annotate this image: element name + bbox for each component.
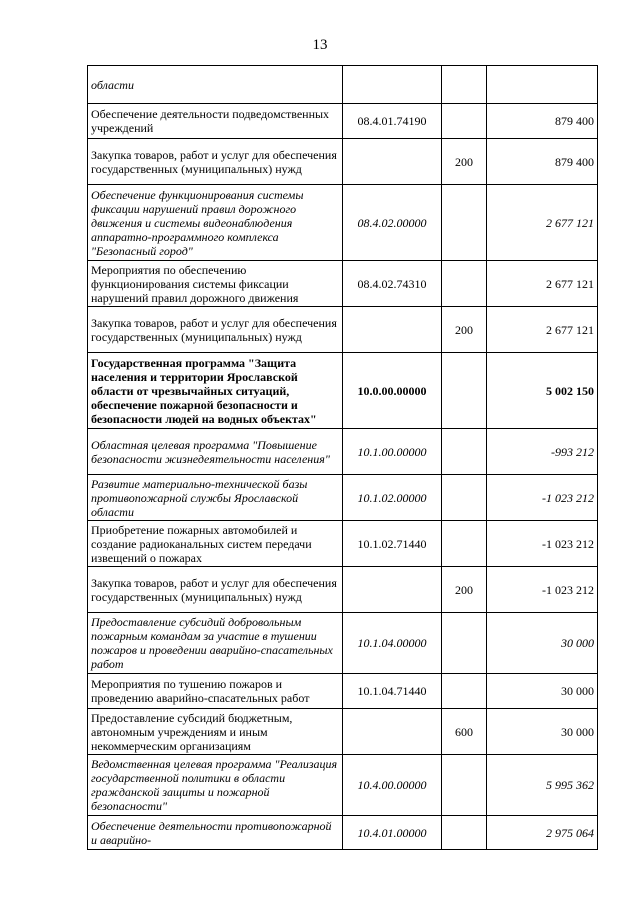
row-name-cell: Закупка товаров, работ и услуг для обеспечения государственных (муниципальных) нужд	[88, 307, 343, 353]
row-sum-cell: 879 400	[487, 139, 598, 185]
row-name-cell: Развитие материально-технической базы противопожарной службы Ярославской области	[88, 475, 343, 521]
row-name-cell: Закупка товаров, работ и услуг для обеспечения государственных (муниципальных) нужд	[88, 567, 343, 613]
row-code-cell: 10.1.04.00000	[343, 613, 442, 674]
row-expense-type-cell	[442, 674, 487, 709]
row-expense-type-cell	[442, 475, 487, 521]
row-sum-cell: 2 677 121	[487, 185, 598, 261]
row-expense-type-cell: 200	[442, 307, 487, 353]
row-sum-cell: -1 023 212	[487, 567, 598, 613]
row-name-cell: Мероприятия по тушению пожаров и проведению аварийно-спасательных работ	[88, 674, 343, 709]
table-row	[88, 307, 598, 353]
row-sum-cell: 2 677 121	[487, 307, 598, 353]
row-expense-type-cell	[442, 353, 487, 429]
row-code-cell	[343, 567, 442, 613]
row-expense-type-cell	[442, 521, 487, 567]
row-expense-type-cell: 200	[442, 139, 487, 185]
row-name-cell: Предоставление субсидий бюджетным, автономным учреждениям и иным некоммерческим организациям	[88, 709, 343, 755]
row-sum-cell: 5 995 362	[487, 755, 598, 816]
table-row	[88, 521, 598, 567]
row-expense-type-cell	[442, 104, 487, 139]
row-name-cell: Обеспечение функционирования системы фиксации нарушений правил дорожного движения и системы видеонаблюдения аппаратно-программного комплекса "Безопасный город"	[88, 185, 343, 261]
row-code-cell	[343, 307, 442, 353]
table-row	[88, 353, 598, 429]
row-code-cell: 10.1.02.71440	[343, 521, 442, 567]
row-expense-type-cell	[442, 816, 487, 850]
row-name-cell: Областная целевая программа "Повышение безопасности жизнедеятельности населения"	[88, 429, 343, 475]
row-name-cell: Обеспечение деятельности подведомственных учреждений	[88, 104, 343, 139]
table-row	[88, 139, 598, 185]
row-name-cell: Закупка товаров, работ и услуг для обеспечения государственных (муниципальных) нужд	[88, 139, 343, 185]
row-expense-type-cell	[442, 613, 487, 674]
row-name-cell: Предоставление субсидий добровольным пожарным командам за участие в тушении пожаров и проведении аварийно-спасательных работ	[88, 613, 343, 674]
row-code-cell: 10.1.04.71440	[343, 674, 442, 709]
row-sum-cell: 30 000	[487, 709, 598, 755]
row-sum-cell: -993 212	[487, 429, 598, 475]
row-sum-cell: 2 975 064	[487, 816, 598, 850]
row-code-cell: 10.4.00.00000	[343, 755, 442, 816]
row-sum-cell: -1 023 212	[487, 475, 598, 521]
table-row	[88, 104, 598, 139]
row-code-cell	[343, 709, 442, 755]
row-sum-cell	[487, 66, 598, 104]
row-name-cell: Мероприятия по обеспечению функционирования системы фиксации нарушений правил дорожного движения	[88, 261, 343, 307]
row-expense-type-cell	[442, 185, 487, 261]
row-sum-cell: 30 000	[487, 613, 598, 674]
table-row	[88, 709, 598, 755]
table-row	[88, 185, 598, 261]
row-code-cell: 08.4.01.74190	[343, 104, 442, 139]
row-name-cell: Приобретение пожарных автомобилей и создание радиоканальных систем передачи извещений о пожарах	[88, 521, 343, 567]
row-code-cell: 08.4.02.74310	[343, 261, 442, 307]
row-code-cell: 10.1.00.00000	[343, 429, 442, 475]
row-code-cell: 08.4.02.00000	[343, 185, 442, 261]
row-name-cell: области	[88, 66, 343, 104]
row-sum-cell: 2 677 121	[487, 261, 598, 307]
row-code-cell: 10.4.01.00000	[343, 816, 442, 850]
budget-table	[87, 65, 598, 850]
table-row	[88, 261, 598, 307]
row-expense-type-cell: 200	[442, 567, 487, 613]
table-row	[88, 755, 598, 816]
table-row	[88, 567, 598, 613]
row-name-cell: Государственная программа "Защита населения и территории Ярославской области от чрезвычайных ситуаций, обеспечение пожарной безопасности и безопасности людей на водных объектах"	[88, 353, 343, 429]
table-row	[88, 613, 598, 674]
row-code-cell: 10.0.00.00000	[343, 353, 442, 429]
row-expense-type-cell	[442, 261, 487, 307]
row-expense-type-cell	[442, 66, 487, 104]
row-expense-type-cell: 600	[442, 709, 487, 755]
row-expense-type-cell	[442, 429, 487, 475]
row-sum-cell: -1 023 212	[487, 521, 598, 567]
row-sum-cell: 30 000	[487, 674, 598, 709]
table-row	[88, 66, 598, 104]
row-name-cell: Ведомственная целевая программа "Реализация государственной политики в области гражданской защиты и пожарной безопасности"	[88, 755, 343, 816]
table-row	[88, 816, 598, 850]
table-row	[88, 475, 598, 521]
row-name-cell: Обеспечение деятельности противопожарной и аварийно-	[88, 816, 343, 850]
page-number: 13	[312, 37, 328, 53]
row-expense-type-cell	[442, 755, 487, 816]
budget-table-body	[88, 66, 598, 850]
row-code-cell: 10.1.02.00000	[343, 475, 442, 521]
table-row	[88, 429, 598, 475]
row-sum-cell: 5 002 150	[487, 353, 598, 429]
row-code-cell	[343, 139, 442, 185]
table-row	[88, 674, 598, 709]
row-sum-cell: 879 400	[487, 104, 598, 139]
row-code-cell	[343, 66, 442, 104]
